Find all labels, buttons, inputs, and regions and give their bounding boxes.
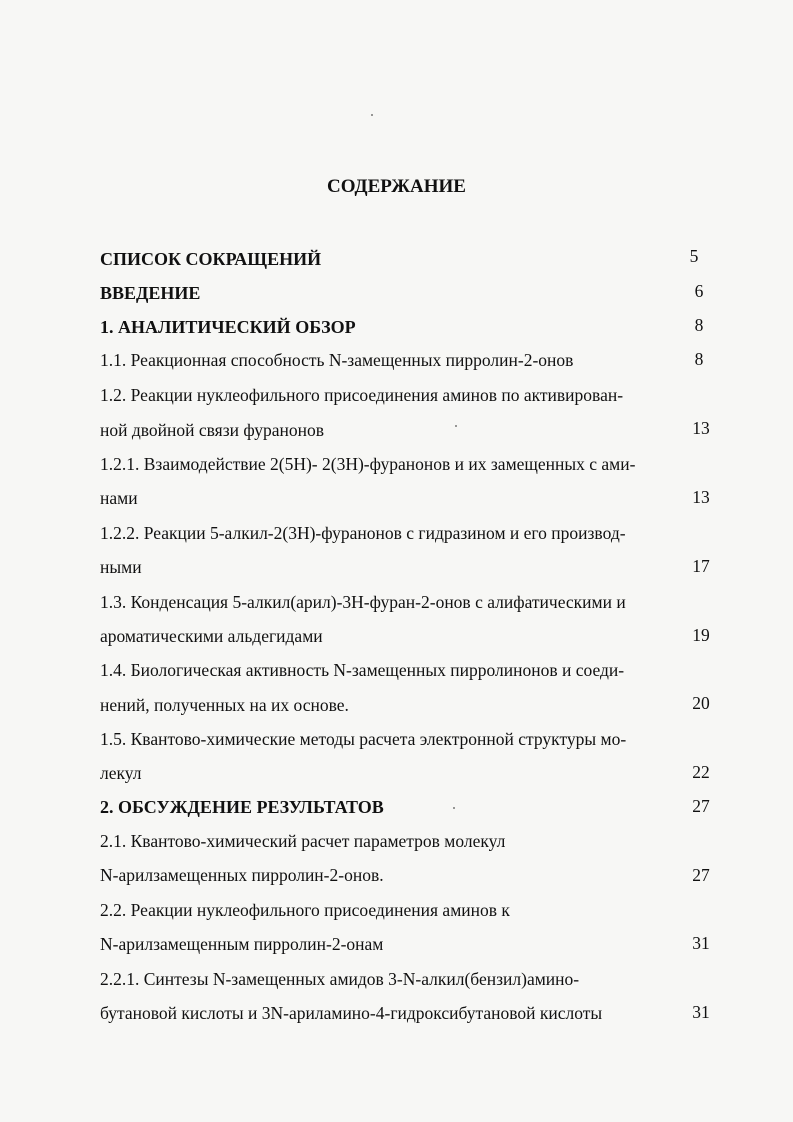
toc-page-number: 31 <box>692 1002 710 1022</box>
toc-entry-line: 1.4. Биологическая активность N-замещенных пирролинонов и соеди- <box>100 660 625 680</box>
toc-page-number: 13 <box>692 418 710 438</box>
toc-page-number: 27 <box>692 796 710 816</box>
toc-page-number: 17 <box>692 556 710 576</box>
speck <box>455 425 457 427</box>
toc-entry-abbreviations: СПИСОК СОКРАЩЕНИЙ <box>100 249 322 269</box>
toc-page-number: 19 <box>692 625 710 645</box>
toc-entry-line: N-арилзамещенным пирролин-2-онам <box>100 934 384 954</box>
toc-page-number: 31 <box>692 933 710 953</box>
toc-entry-line: ной двойной связи фуранонов <box>100 420 325 440</box>
toc-entry-line: 1.2.1. Взаимодействие 2(5H)- 2(3H)-фуранонов и их замещенных с ами- <box>100 454 636 474</box>
toc-page-number: 13 <box>692 487 710 507</box>
toc-entry-line: 1.3. Конденсация 5-алкил(арил)-3H-фуран-2-онов с алифатическими и <box>100 592 626 612</box>
toc-page-number: 8 <box>694 349 704 369</box>
toc-entry-line: 2.2.1. Синтезы N-замещенных амидов 3-N-алкил(бензил)амино- <box>100 969 580 989</box>
toc-page-number: 22 <box>692 762 710 782</box>
toc-page-number: 8 <box>694 315 704 335</box>
toc-entry: 1.1. Реакционная способность N-замещенных пирролин-2-онов <box>100 350 574 370</box>
toc-entry-line: нами <box>100 488 138 508</box>
speck <box>371 114 373 116</box>
toc-entry-line: 1.5. Квантово-химические методы расчета электронной структуры мо- <box>100 729 627 749</box>
toc-entry-line: 2.1. Квантово-химический расчет параметров молекул <box>100 831 506 851</box>
toc-entry-line: ными <box>100 557 142 577</box>
toc-entry-line: ароматическими альдегидами <box>100 626 323 646</box>
toc-entry-section-1: 1. АНАЛИТИЧЕСКИЙ ОБЗОР <box>100 317 356 337</box>
speck <box>453 807 455 809</box>
toc-entry-introduction: ВВЕДЕНИЕ <box>100 283 201 303</box>
toc-entry-line: лекул <box>100 763 142 783</box>
toc-entry-line: 1.2. Реакции нуклеофильного присоединения аминов по активирован- <box>100 385 624 405</box>
toc-page-number: 20 <box>692 693 710 713</box>
toc-entry-line: 2.2. Реакции нуклеофильного присоединения аминов к <box>100 900 510 920</box>
toc-entry-line: нений, полученных на их основе. <box>100 695 349 715</box>
toc-page-number: 6 <box>694 281 704 301</box>
toc-entry-section-2: 2. ОБСУЖДЕНИЕ РЕЗУЛЬТАТОВ <box>100 797 384 817</box>
toc-page-number: 27 <box>692 865 710 885</box>
toc-page-number: 5 <box>689 246 699 266</box>
page-title: СОДЕРЖАНИЕ <box>327 176 466 197</box>
toc-entry-line: 1.2.2. Реакции 5-алкил-2(3H)-фуранонов с гидразином и его производ- <box>100 523 626 543</box>
toc-entry-line: N-арилзамещенных пирролин-2-онов. <box>100 865 384 885</box>
toc-entry-line: бутановой кислоты и 3N-ариламино-4-гидроксибутановой кислоты <box>100 1003 603 1023</box>
